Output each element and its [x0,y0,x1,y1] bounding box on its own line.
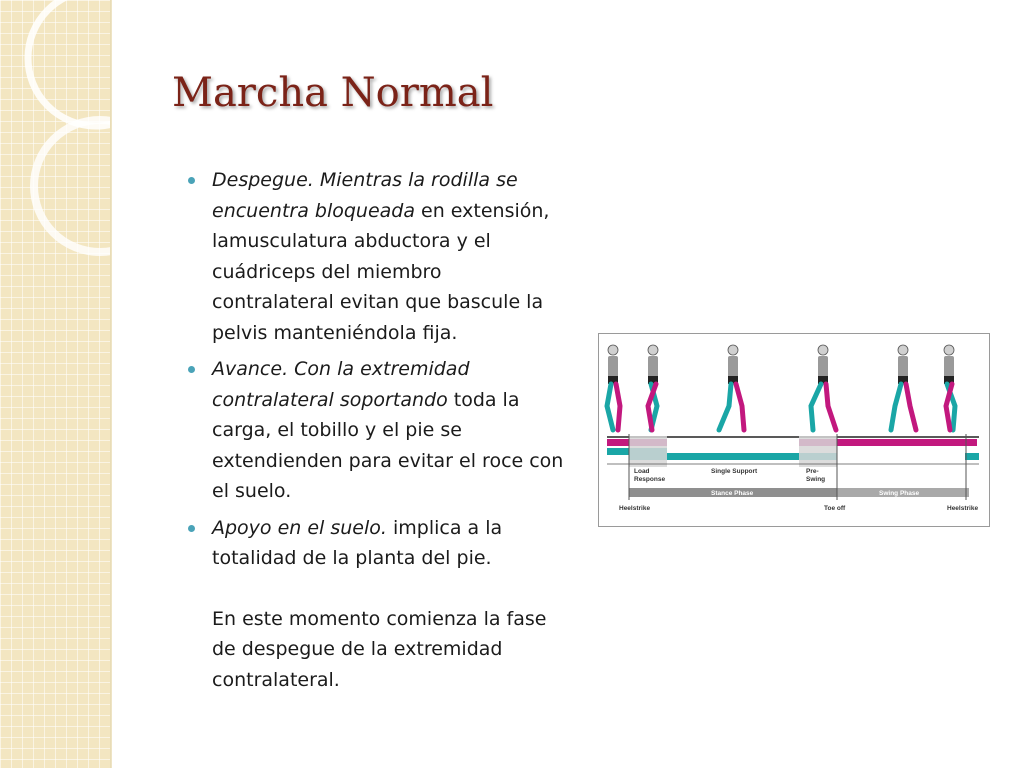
swing-phase-label: Swing Phase [879,490,920,497]
bullet-text: toda la carga, el tobillo y el pie se extendienden para evitar el roce con el suelo. [212,388,564,502]
bullet-apoyo [188,513,566,574]
pre-swing-label: Swing [806,476,826,483]
bullet-dot [188,366,195,373]
gait-cycle-diagram [599,334,989,526]
decorative-sidebar [0,0,112,768]
slide-title: Marcha Normal [172,70,494,116]
bullet-italic: Avance. Con la extremidad contralateral soportando [212,358,470,411]
stance-phase-label: Stance Phase [711,490,754,497]
bullet-italic: Despegue. Mientras la rodilla se encuentra bloqueada [212,169,518,222]
pre-swing-shade [799,436,837,467]
bullet-text: en extensión, lamusculatura abductora y el cuádriceps del miembro contralateral evitan que bascule la pelvis manteniéndola fija. [212,199,550,344]
load-response-label: Response [634,476,666,483]
walking-figure [891,345,916,430]
walking-figure [719,345,744,430]
heelstrike-label: Heelstrike [947,505,979,512]
bullet-dot [188,177,195,184]
load-response-shade [629,436,667,467]
slide-body [188,165,566,714]
note-paragraph: En este momento comienza la fase de despegue de la extremidad contralateral. [212,607,547,691]
walking-figure [607,345,620,430]
walking-figure [648,345,658,430]
load-response-label: Load [634,468,650,475]
gait-cycle-figure [598,333,990,527]
bullet-avance [188,354,566,507]
single-support-label: Single Support [711,468,758,475]
walking-figures [607,345,955,430]
pre-swing-label: Pre- [806,468,819,475]
toe-off-label: Toe off [824,505,846,512]
bullet-italic: Apoyo en el suelo. [212,516,387,539]
bullet-dot [188,525,195,532]
walking-figure [944,345,955,430]
limb-bar-teal [965,453,979,460]
walking-figure [811,345,836,430]
heelstrike-label: Heelstrike [619,505,651,512]
decorative-circles [0,0,112,768]
bullet-text: implica a la totalidad de la planta del pie. [212,516,503,569]
bullet-despegue [188,165,566,348]
